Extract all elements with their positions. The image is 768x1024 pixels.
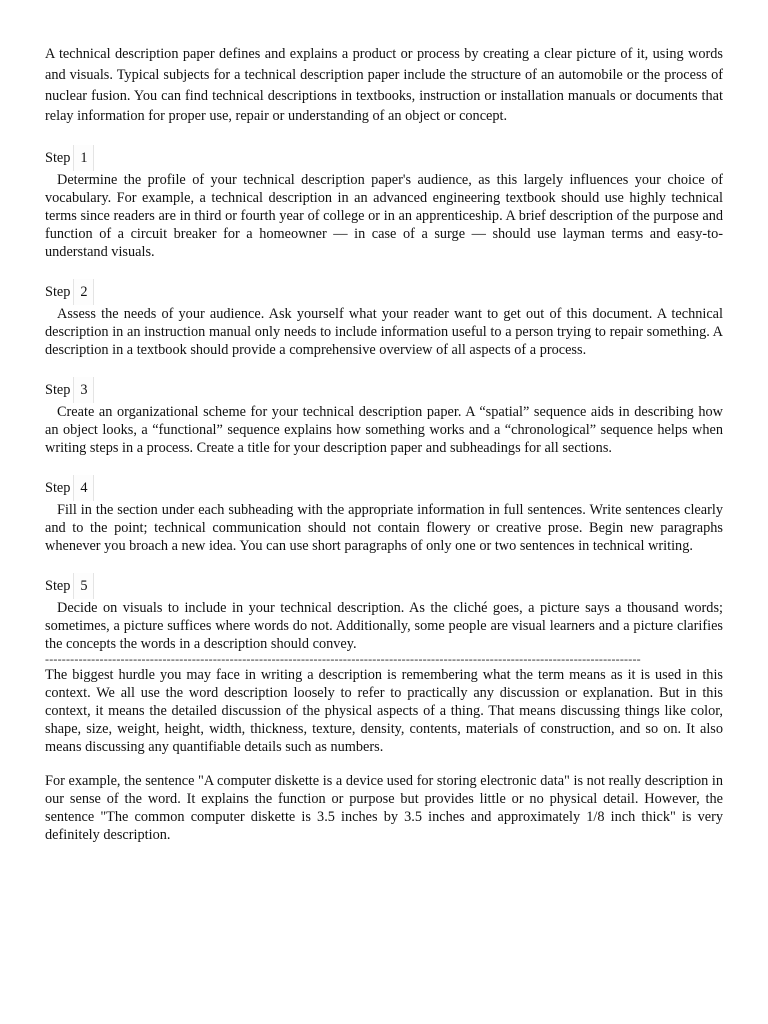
step-word: Step [45, 578, 71, 595]
step-number: 2 [73, 279, 93, 305]
dashed-divider: ---------------------------------------------------------------------------------------------------------------------------------------------- [45, 653, 641, 667]
step-number: 4 [73, 475, 93, 501]
body-paragraph-2: For example, the sentence "A computer diskette is a device used for storing electronic data" is not really description in our sense of the word. It explains the function or purpose but provides little or no physical detail. However, the sentence "The common computer diskette is 3.5 inches by 3.5 inches and approximately 1/8 inch thick" is very definitely description. [45, 773, 723, 844]
step-word: Step [45, 150, 71, 167]
step-heading [45, 145, 723, 171]
step-text: Fill in the section under each subheading with the appropriate information in full sentences. Write sentences clearly and to the point; technical communication should not contain flowery or creative prose. Begin new paragraphs whenever you broach a new idea. You can use short paragraphs of only one or two sentences in technical writing. [45, 502, 723, 555]
step-3 [45, 377, 723, 457]
step-number: 3 [73, 377, 93, 403]
step-text: Assess the needs of your audience. Ask yourself what your reader want to get out of this document. A technical description in an instruction manual only needs to include information useful to a person trying to repair something. A description in a textbook should provide a comprehensive overview of all aspects of a process. [45, 306, 723, 359]
step-word: Step [45, 284, 71, 301]
step-number: 1 [73, 145, 93, 171]
step-1 [45, 145, 723, 261]
step-word: Step [45, 382, 71, 399]
body-paragraph-1: The biggest hurdle you may face in writing a description is remembering what the term means as it is used in this context. We all use the word description loosely to refer to practically any discussion or explanation. But in this context, it means the detailed discussion of the physical aspects of a thing. That means discussing things like color, shape, size, weight, height, width, thickness, texture, density, contents, materials of construction, and so on. It also means discussing any quantifiable details such as numbers. [45, 667, 723, 756]
step-text: Decide on visuals to include in your technical description. As the cliché goes, a picture says a thousand words; sometimes, a picture suffices where words do not. Additionally, some people are visual learners and a picture clarifies the concepts the words in a description should convey. [45, 600, 723, 653]
intro-paragraph: A technical description paper defines and explains a product or process by creating a clear picture of it, using words and visuals. Typical subjects for a technical description paper include the structure of an automobile or the process of nuclear fusion. You can find technical descriptions in textbooks, instruction or installation manuals or documents that relay information for proper use, repair or understanding of an object or concept. [45, 46, 723, 125]
step-text: Create an organizational scheme for your technical description paper. A “spatial” sequence aids in describing how an object looks, a “functional” sequence explains how something works and a “chronological” sequence helps when writing steps in a process. Create a title for your description paper and subheadings for all sections. [45, 404, 723, 457]
step-number: 5 [73, 573, 93, 599]
step-5 [45, 573, 723, 653]
step-text: Determine the profile of your technical description paper's audience, as this largely influences your choice of vocabulary. For example, a technical description in an advanced engineering textbook should use highly technical terms since readers are in third or fourth year of college or in an apprenticeship. A brief description of the purpose and function of a circuit breaker for a homeowner — in case of a surge — should use layman terms and easy-to-understand visuals. [45, 172, 723, 261]
step-heading [45, 573, 723, 599]
step-4 [45, 475, 723, 555]
step-heading [45, 377, 723, 403]
step-heading [45, 279, 723, 305]
step-2 [45, 279, 723, 359]
step-word: Step [45, 480, 71, 497]
step-heading [45, 475, 723, 501]
